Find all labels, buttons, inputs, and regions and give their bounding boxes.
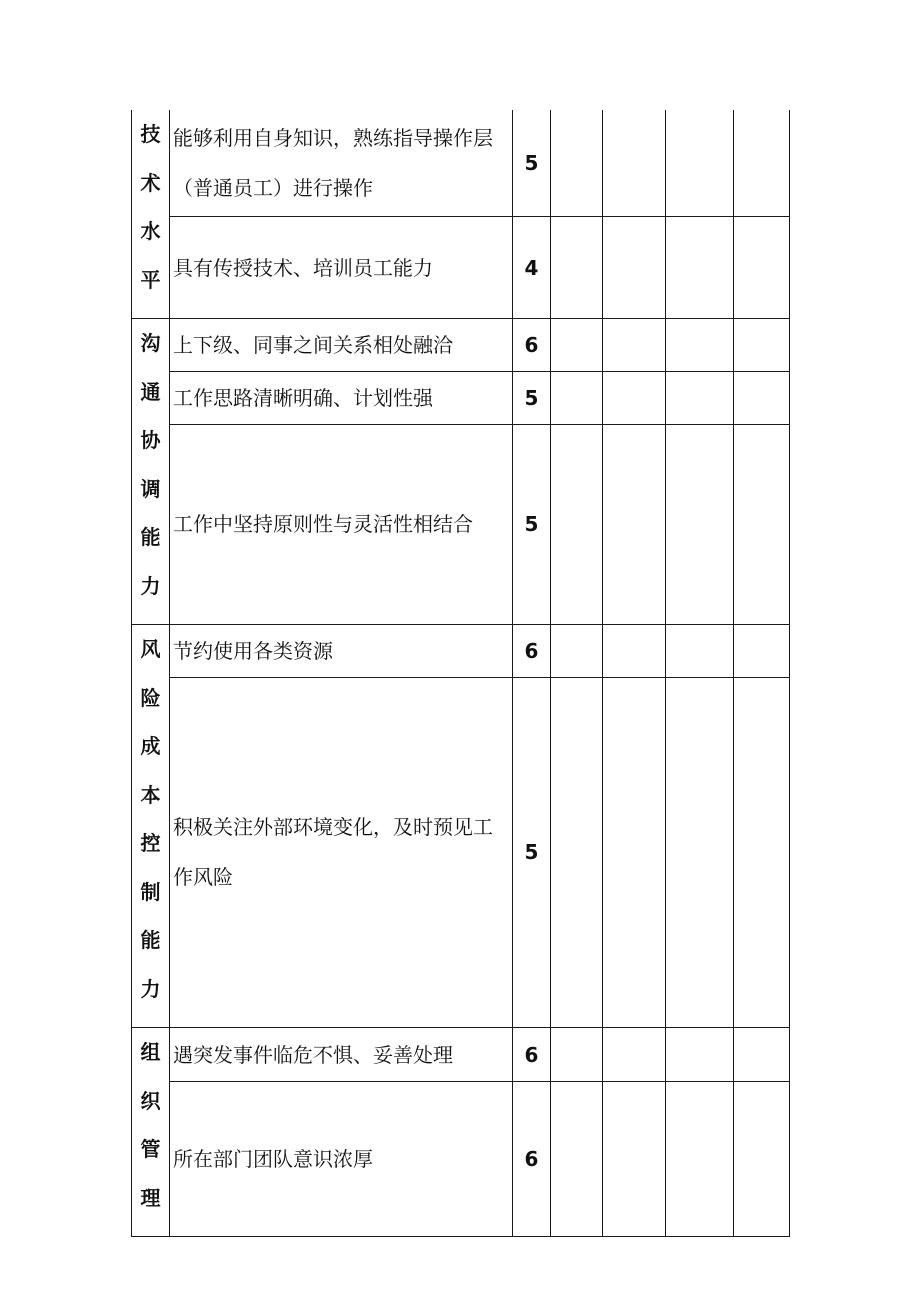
score-cell: 6 [513, 1028, 551, 1082]
category-char: 能 [140, 928, 161, 952]
score-cell: 6 [513, 1082, 551, 1237]
blank-cell [603, 217, 666, 319]
blank-cell [551, 1082, 603, 1237]
blank-cell [666, 677, 734, 1027]
score-cell: 6 [513, 319, 551, 372]
criterion-cell: 遇突发事件临危不惧、妥善处理 [170, 1028, 513, 1082]
criterion-cell: 具有传授技术、培训员工能力 [170, 217, 513, 319]
blank-cell [666, 625, 734, 678]
blank-cell [551, 625, 603, 678]
blank-cell [551, 424, 603, 624]
blank-cell [603, 371, 666, 424]
blank-cell [734, 371, 790, 424]
blank-cell [666, 371, 734, 424]
blank-cell [734, 1082, 790, 1237]
blank-cell [603, 424, 666, 624]
table-row [132, 1028, 790, 1082]
table-row [132, 677, 790, 1027]
blank-cell [734, 319, 790, 372]
category-char: 水 [140, 219, 161, 243]
criterion-cell: 节约使用各类资源 [170, 625, 513, 678]
score-cell: 5 [513, 677, 551, 1027]
category-label [132, 1028, 169, 1236]
blank-cell [551, 217, 603, 319]
blank-cell [734, 424, 790, 624]
blank-cell [603, 677, 666, 1027]
category-char: 调 [140, 476, 161, 501]
blank-cell [666, 319, 734, 372]
category-label [132, 625, 169, 1027]
category-cell [132, 1028, 170, 1237]
category-char: 协 [140, 428, 161, 452]
category-char: 平 [140, 267, 161, 292]
category-char: 力 [140, 976, 161, 1001]
blank-cell [666, 1082, 734, 1237]
table-row [132, 424, 790, 624]
category-char: 术 [140, 170, 161, 195]
blank-cell [551, 371, 603, 424]
blank-cell [551, 677, 603, 1027]
category-char: 力 [140, 573, 161, 598]
blank-cell [603, 1082, 666, 1237]
table-row [132, 319, 790, 372]
category-char: 险 [140, 685, 161, 710]
criterion-cell: 能够利用自身知识，熟练指导操作层（普通员工）进行操作 [170, 110, 513, 217]
blank-cell [734, 677, 790, 1027]
blank-cell [734, 217, 790, 319]
score-cell: 6 [513, 625, 551, 678]
category-char: 成 [140, 734, 161, 758]
score-cell: 5 [513, 424, 551, 624]
blank-cell [603, 1028, 666, 1082]
category-label [132, 110, 169, 318]
table-row [132, 110, 790, 217]
blank-cell [734, 1028, 790, 1082]
category-char: 能 [140, 525, 161, 549]
score-cell: 5 [513, 110, 551, 217]
category-cell [132, 110, 170, 319]
category-label [132, 319, 169, 624]
category-char: 通 [140, 379, 161, 404]
category-char: 沟 [140, 331, 161, 355]
criterion-cell: 上下级、同事之间关系相处融洽 [170, 319, 513, 372]
blank-cell [666, 110, 734, 217]
blank-cell [734, 110, 790, 217]
criterion-cell: 工作中坚持原则性与灵活性相结合 [170, 424, 513, 624]
blank-cell [666, 424, 734, 624]
category-char: 技 [140, 122, 161, 146]
table-row [132, 625, 790, 678]
score-cell: 4 [513, 217, 551, 319]
blank-cell [551, 110, 603, 217]
category-char: 组 [140, 1040, 161, 1064]
blank-cell [551, 1028, 603, 1082]
blank-cell [603, 625, 666, 678]
category-cell [132, 319, 170, 625]
category-char: 织 [140, 1088, 161, 1113]
blank-cell [603, 319, 666, 372]
table-row [132, 217, 790, 319]
criterion-cell: 积极关注外部环境变化，及时预见工作风险 [170, 677, 513, 1027]
blank-cell [666, 217, 734, 319]
evaluation-table [131, 110, 790, 1237]
category-char: 本 [140, 782, 161, 807]
criterion-cell: 所在部门团队意识浓厚 [170, 1082, 513, 1237]
category-char: 风 [140, 637, 161, 661]
score-cell: 5 [513, 371, 551, 424]
criterion-cell: 工作思路清晰明确、计划性强 [170, 371, 513, 424]
blank-cell [603, 110, 666, 217]
blank-cell [551, 319, 603, 372]
category-char: 制 [140, 879, 161, 904]
table-row [132, 371, 790, 424]
category-char: 理 [140, 1185, 161, 1210]
table-row [132, 1082, 790, 1237]
blank-cell [666, 1028, 734, 1082]
blank-cell [734, 625, 790, 678]
category-char: 控 [140, 831, 161, 855]
category-cell [132, 625, 170, 1028]
category-char: 管 [140, 1137, 161, 1161]
